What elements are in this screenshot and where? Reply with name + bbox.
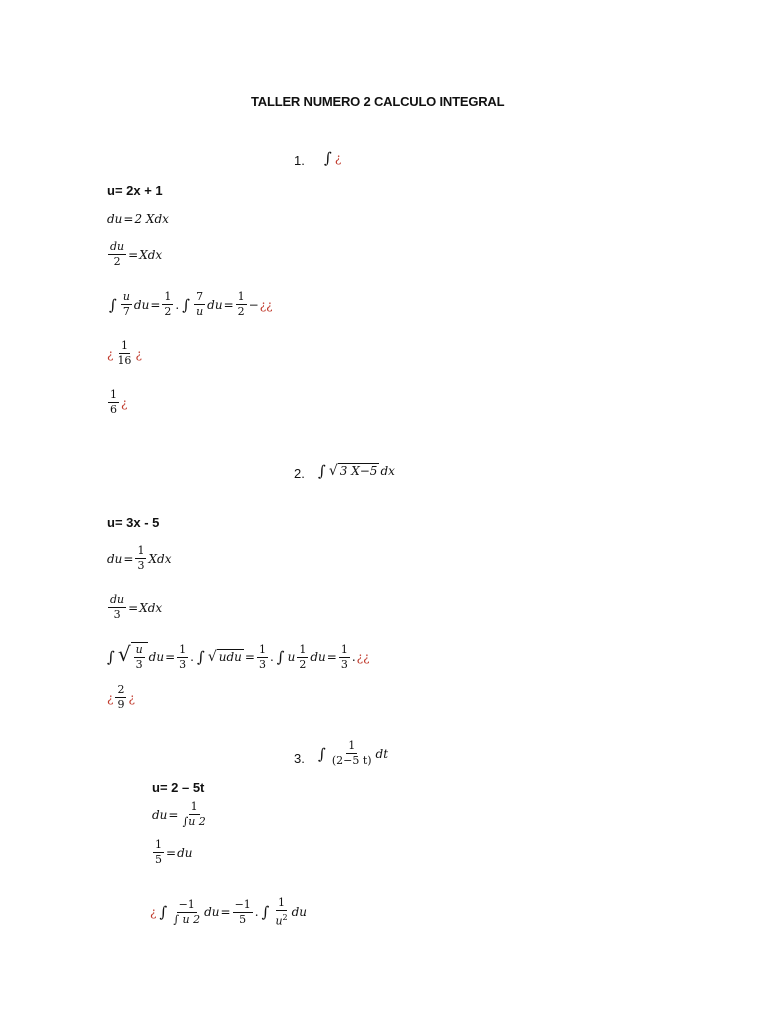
problem-2-number: 2. xyxy=(294,466,305,481)
fraction: $\frac{1}{2}$ xyxy=(164,290,172,318)
problem-2-line-5 xyxy=(107,683,135,712)
error-glyph: ¿ xyxy=(128,690,135,705)
problem-3-fifth-line: $\frac{1}{5}$ = du xyxy=(155,838,193,866)
fraction: $\frac{1}{(2-5 t)}$ xyxy=(331,739,372,767)
problem-2-du-line: du = $\frac{1}{3}$ Xdx xyxy=(107,544,172,572)
error-glyph: ¿ xyxy=(107,690,114,705)
error-glyph: ¿ xyxy=(107,346,114,361)
rhs-term: 2 Xdx xyxy=(134,212,169,226)
fraction: $\frac{1}{\int u 2}$ xyxy=(182,800,206,828)
problem-1-number: 1. xyxy=(294,153,305,168)
problem-3-du-line: du = $\frac{1}{\int u 2}$ xyxy=(152,800,206,828)
fraction: $\frac{1}{16}$ xyxy=(117,339,132,367)
square-root: √ udu xyxy=(207,649,242,665)
fraction: $\frac{1}{2}$ xyxy=(237,290,245,318)
square-root: √ 3 X−5 xyxy=(328,463,378,479)
fraction: $\frac{1}{6}$ xyxy=(110,388,117,416)
problem-3-substitution: u= 2 – 5t xyxy=(152,780,205,795)
fraction: $\frac{1}{3}$ xyxy=(340,642,348,671)
problem-3-number: 3. xyxy=(294,751,305,766)
problem-1-integral-line: ∫ $\frac{u}{7}$ du = $\frac{1}{2}$ . ∫ $\frac{7}{u}$ du = $\frac{1}{2}$ − ¿¿ xyxy=(109,290,273,318)
fraction: $\frac{1}{2}$ xyxy=(299,642,307,671)
problem-2-third-line: $\frac{du}{3}$ = Xdx xyxy=(110,593,163,621)
fraction: $\frac{-1}{5}$ xyxy=(234,897,251,926)
problem-1-half-line: $\frac{du}{2}$ = Xdx xyxy=(110,240,163,268)
problem-2-integral-line: ∫ √ $\frac{u}{3}$ du = $\frac{1}{3}$ . ∫ √ udu = $\frac{1}{3}$ . ∫ u $\frac{1}{2}$ du = $\frac{1}{3}$ . ¿¿ xyxy=(107,642,370,671)
fraction: $\frac{7}{u}$ xyxy=(196,290,204,318)
du-term: du xyxy=(107,212,123,226)
problem-1-du-line: du = 2 Xdx xyxy=(107,212,169,226)
page-title: TALLER NUMERO 2 CALCULO INTEGRAL xyxy=(251,94,505,109)
fraction: $\frac{u}{3}$ xyxy=(135,643,143,671)
error-glyph: ¿ xyxy=(334,151,342,165)
fraction: $\frac{1}{u^2}$ xyxy=(275,896,288,928)
fraction: $\frac{du}{3}$ xyxy=(110,593,125,621)
fraction: $\frac{1}{5}$ xyxy=(155,838,162,866)
fraction: $\frac{1}{3}$ xyxy=(179,642,187,671)
square-root: √ $\frac{u}{3}$ xyxy=(118,642,148,672)
error-glyph: ¿¿ xyxy=(356,650,370,664)
error-glyph: ¿ xyxy=(150,905,157,920)
fraction: $\frac{-1}{\int u 2}$ xyxy=(173,897,201,926)
problem-1-line-6 xyxy=(107,388,127,417)
error-glyph: ¿¿ xyxy=(259,297,273,312)
error-glyph: ¿ xyxy=(135,346,142,361)
fraction: $\frac{1}{3}$ xyxy=(137,544,145,572)
rhs-term: Xdx xyxy=(139,247,163,262)
fraction: $\frac{du}{2}$ xyxy=(110,240,125,268)
problem-1-substitution: u= 2x + 1 xyxy=(107,183,163,198)
problem-3-integral: ∫ $\frac{1}{(2-5 t)}$ dt xyxy=(318,739,389,767)
fraction: $\frac{u}{7}$ xyxy=(122,290,130,318)
error-glyph: ¿ xyxy=(121,395,128,410)
problem-1-integral xyxy=(322,149,341,167)
problem-1-line-5 xyxy=(107,339,142,368)
problem-2-integral: ∫ √ 3 X−5 dx xyxy=(318,462,395,480)
fraction: $\frac{2}{9}$ xyxy=(117,683,125,711)
problem-2-substitution: u= 3x - 5 xyxy=(107,515,160,530)
problem-3-integral-line: ¿ ∫ $\frac{-1}{\int u 2}$ du = $\frac{-1}{5}$ . ∫ $\frac{1}{u^2}$ du xyxy=(150,896,308,928)
fraction: $\frac{1}{3}$ xyxy=(258,642,266,671)
integral-sign: ∫ xyxy=(324,149,332,167)
